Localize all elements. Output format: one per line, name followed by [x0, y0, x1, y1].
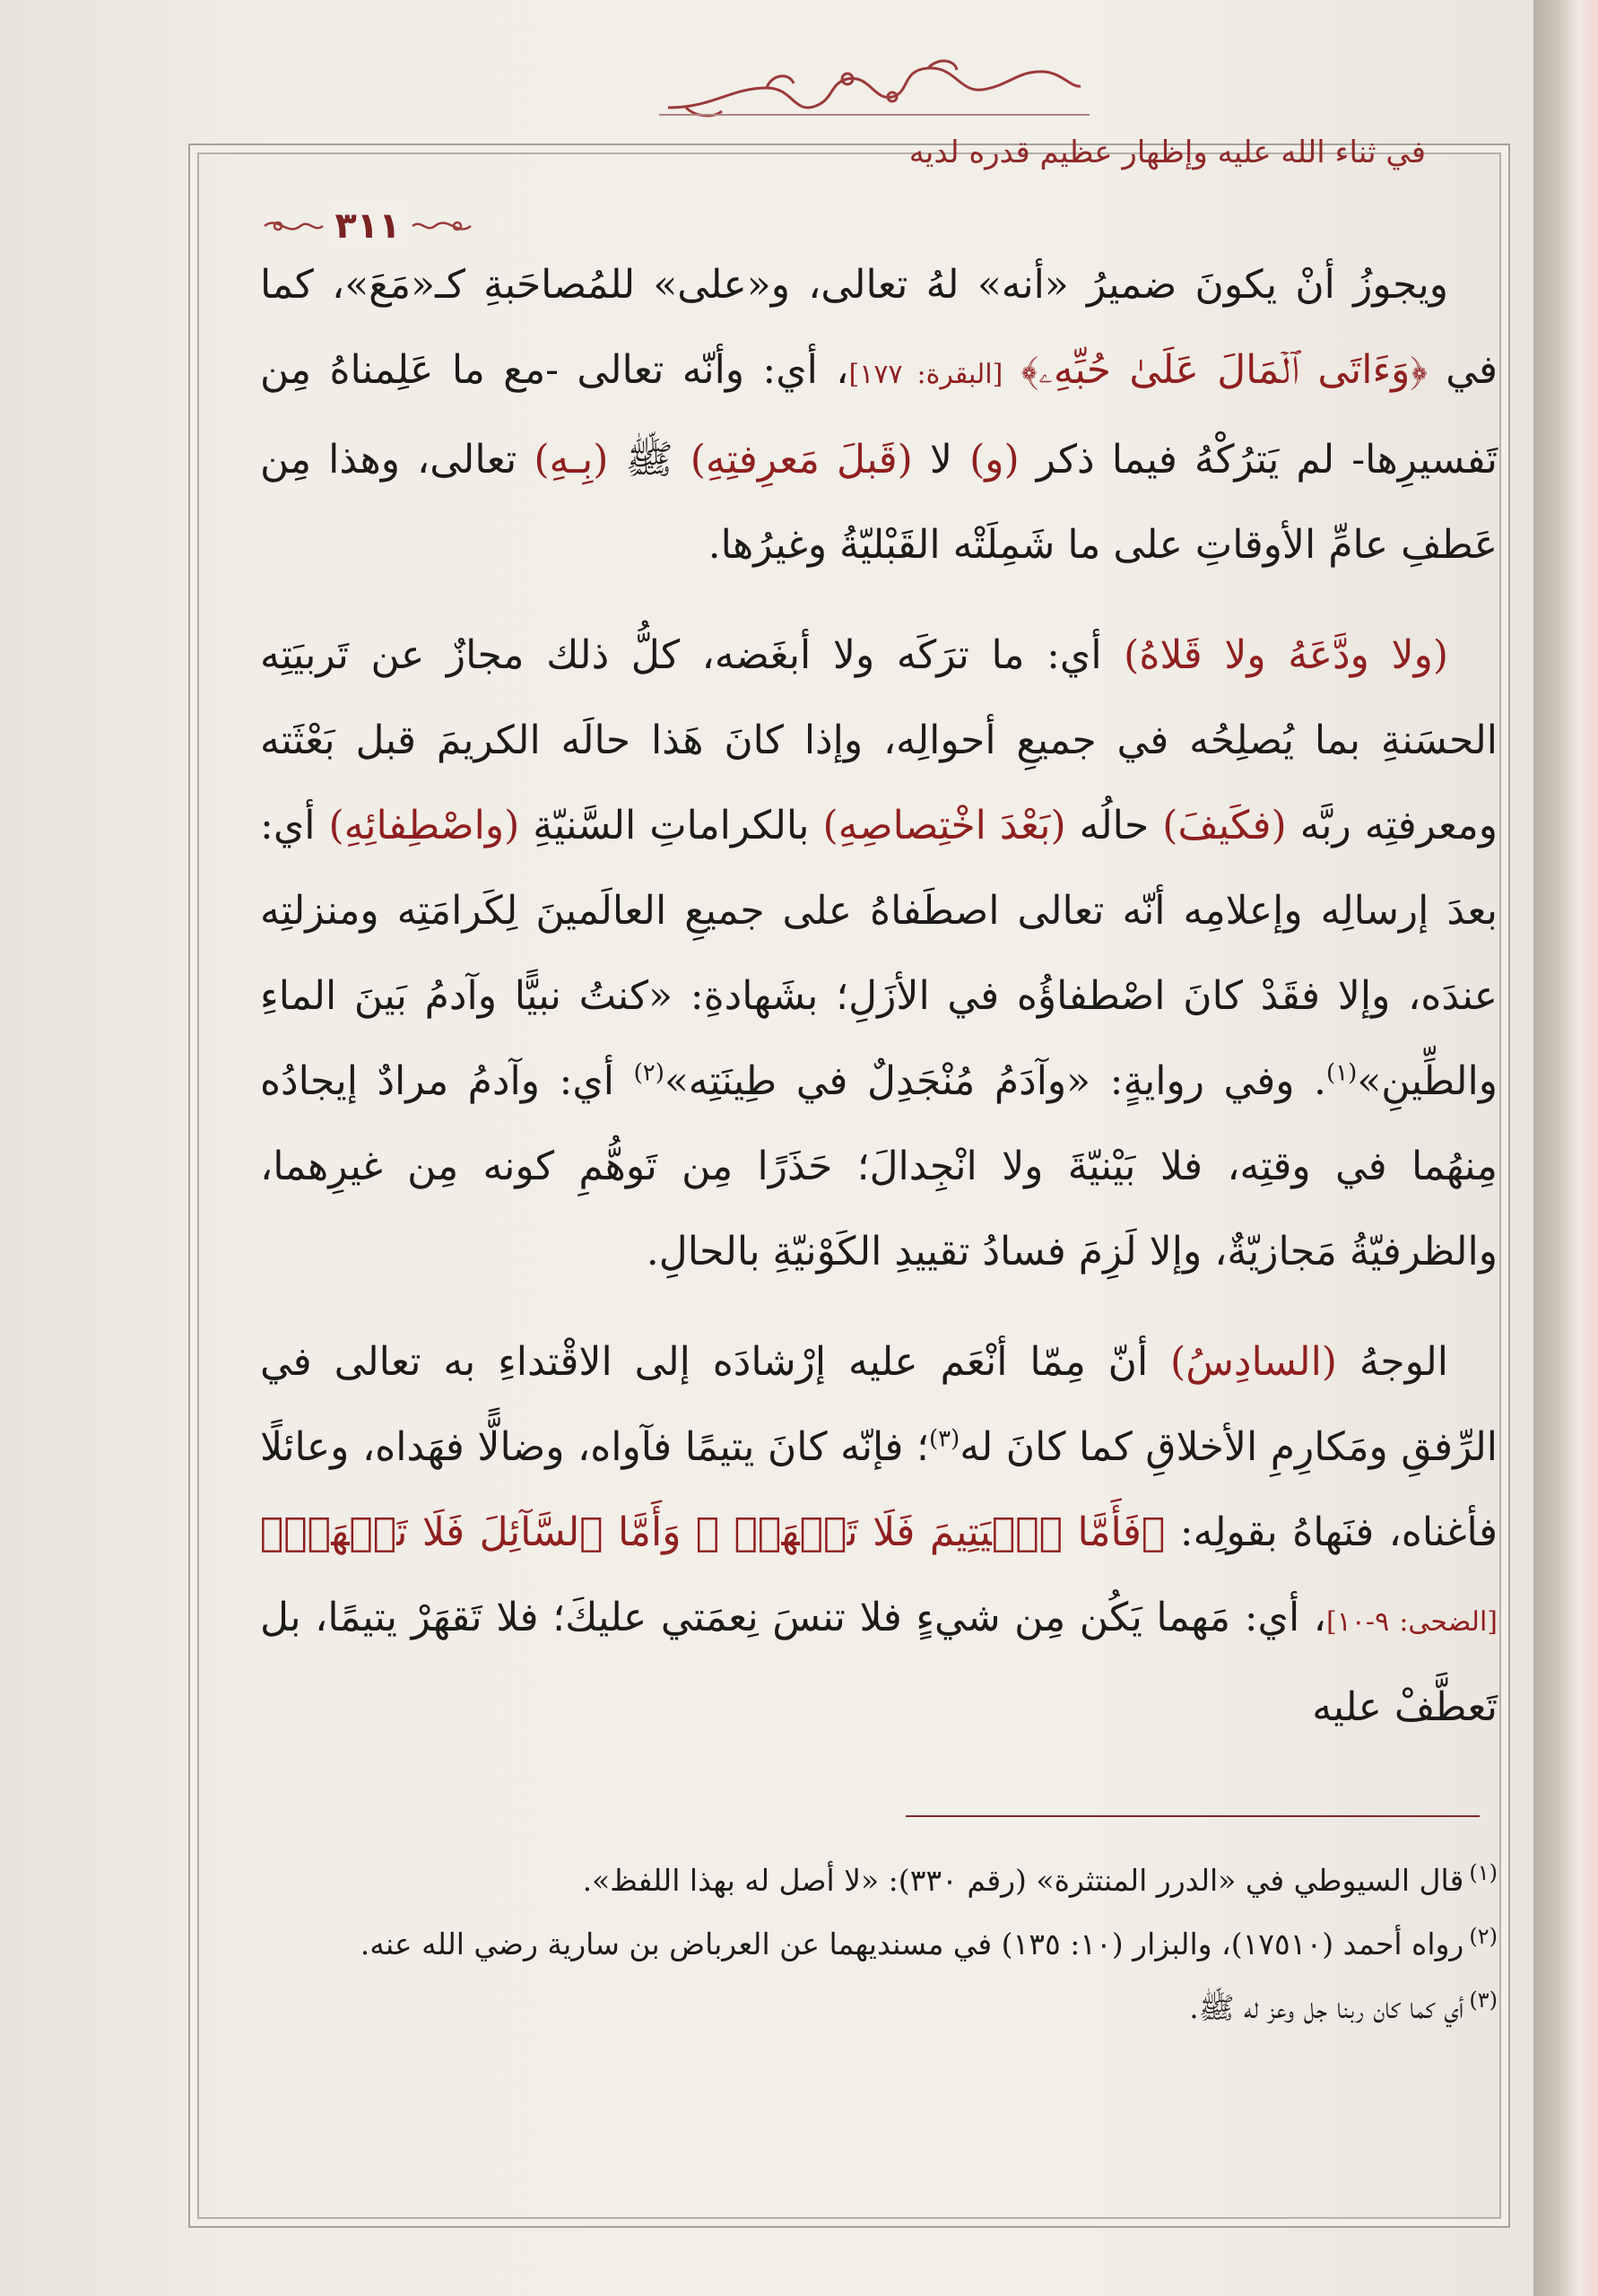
- text-run: بالكراماتِ السَّنيّةِ: [519, 803, 823, 848]
- footnote-ref-3[interactable]: (٣): [928, 1425, 960, 1453]
- text-run: أي: بعدَ إرسالِه وإعلامِه أنّه تعالى اصطَفاهُ على جميعِ العالَمينَ لِكَرامَتِه ومنزلتِه عندَه، وإلا فقَدْ كانَ اصْطفاؤُه في الأزَلِ؛ بشَهادةِ: «كنتُ نبيًّا وآدمُ بَينَ الماءِ والطِّينِ»: [260, 803, 1498, 1104]
- text-run: . وفي روايةٍ: «وآدَمُ مُنْجَدِلٌ في طِينَتِه»: [664, 1058, 1327, 1104]
- footnote-text: قال السيوطي في «الدرر المنتثرة» (رقم ٣٣٠): «لا أصل له بهذا اللفظ».: [582, 1863, 1464, 1898]
- main-text-block: [260, 242, 1498, 1750]
- page-number: ٣١١: [327, 205, 407, 247]
- footnotes: [260, 1848, 1498, 2039]
- adjacent-page-edge: [1533, 0, 1598, 2296]
- footnote-ref-2[interactable]: (٢): [633, 1059, 664, 1087]
- text-run: حالُه: [1065, 803, 1163, 848]
- text-run: أي: وآدمُ مرادٌ إيجادُه مِنهُما في وقتِه، فلا بَيْنيّةَ ولا انْجِدالَ؛ حَذَرًا مِن تَوهُّمِ كونه مِن غيرِهما، والظرفيّةُ مَجازيّةٌ، وإلا لَزِمَ فسادُ تقييدِ الكَوْنيّةِ بالحالِ.: [260, 1058, 1498, 1274]
- footnote-separator: [906, 1815, 1480, 1817]
- matn-quote: (قَبلَ مَعرِفتِهِ): [690, 437, 913, 483]
- running-header-title: في ثناء الله عليه وإظهار عظيم قدره لديه: [908, 135, 1426, 170]
- matn-quote: (بَعْدَ اخْتِصاصِهِ): [822, 803, 1066, 848]
- text-run: ﷺ: [608, 437, 690, 483]
- footnote-number: (١): [1469, 1860, 1498, 1885]
- paragraph-2: [260, 613, 1498, 1294]
- matn-quote: (بِـهِ): [534, 437, 609, 483]
- paragraph-3: [260, 1319, 1498, 1750]
- text-run: ، أي: وأنّه تعالى -مع ما عَلِمناهُ مِن تَفسيرِها- لم يَترُكْهُ فيما ذكر: [260, 347, 1498, 483]
- matn-quote: (ولا ودَّعَهُ ولا قَلاهُ): [1124, 632, 1448, 678]
- matn-quote: (و): [969, 437, 1020, 483]
- top-ornament-flourish: [659, 52, 1090, 133]
- text-run: الوجهُ: [1336, 1339, 1448, 1385]
- quran-citation: [الضحى: ٩-١٠]: [1325, 1606, 1498, 1638]
- matn-quote: (فكَيفَ): [1162, 803, 1287, 848]
- quran-citation: [البقرة: ١٧٧]: [848, 359, 1003, 390]
- text-run: تعالى، وهذا مِن عَطفِ عامِّ الأوقاتِ على ما شَمِلَتْه القَبْليّةُ وغيرُها.: [260, 437, 1498, 568]
- footnote-3: [260, 1975, 1498, 2033]
- quran-verse: ﴿وَءَاتَى ٱلۡمَالَ عَلَىٰ حُبِّهِۦ﴾: [1020, 347, 1428, 393]
- footnote-ref-1[interactable]: (١): [1326, 1059, 1358, 1087]
- text-run: ؛ فإنّه كانَ يتيمًا فآواه، وضالًّا فهَداه، وعائلًا فأغناه، فنَهاهُ بقولِه:: [260, 1424, 1498, 1555]
- paragraph-1: [260, 242, 1498, 587]
- matn-quote: (السادِسُ): [1170, 1339, 1337, 1385]
- footnote-2: [260, 1911, 1498, 1970]
- footnote-number: (٢): [1469, 1924, 1498, 1949]
- quran-verse: ﴿فَأَمَّا ٱلۡيَتِيمَ فَلَا تَقۡهَرۡ ۞ وَأَمَّا ٱلسَّآئِلَ فَلَا تَنۡهَرۡ﴾: [260, 1509, 1166, 1555]
- text-run: ويجوزُ أنْ يكونَ ضميرُ «أنه» لهُ تعالى، و«على» للمُصاحَبةِ كـ«مَعَ»، كما في: [260, 262, 1498, 393]
- footnote-text: رواه أحمد (١٧٥١٠)، والبزار (١٠: ١٣٥) في مسنديهما عن العرباض بن سارية رضي الله عنه.: [360, 1926, 1464, 1961]
- footnote-text: أي كما كان ربنا جل وعز له ﷺ.: [1189, 1990, 1464, 2025]
- footnote-number: (٣): [1469, 1987, 1498, 2013]
- text-run: لا: [912, 437, 970, 483]
- footnote-1: [260, 1848, 1498, 1906]
- text-run: ، أي: مَهما يَكُن مِن شيءٍ فلا تنسَ نِعمَتي عليكَ؛ فلا تَقهَرْ يتيمًا، بل تَعطَّفْ عليه: [260, 1595, 1498, 1730]
- text-run: أنّ مِمّا أنْعَم عليه إرْشادَه إلى الاقْتداءِ به تعالى في الرِّفقِ ومَكارِمِ الأخلاقِ كما كانَ له: [260, 1339, 1498, 1470]
- matn-quote: (واصْطِفائِهِ): [328, 803, 520, 848]
- text-run: أي: ما ترَكَه ولا أبغَضه، كلُّ ذلك مجازٌ عن تَربيَتِه الحسَنةِ بما يُصلِحُه في جميعِ أحوالِه، وإذا كانَ هَذا حالَه الكريمَ قبل بَعْثَته ومعرفتِه ربَّه: [260, 632, 1498, 848]
